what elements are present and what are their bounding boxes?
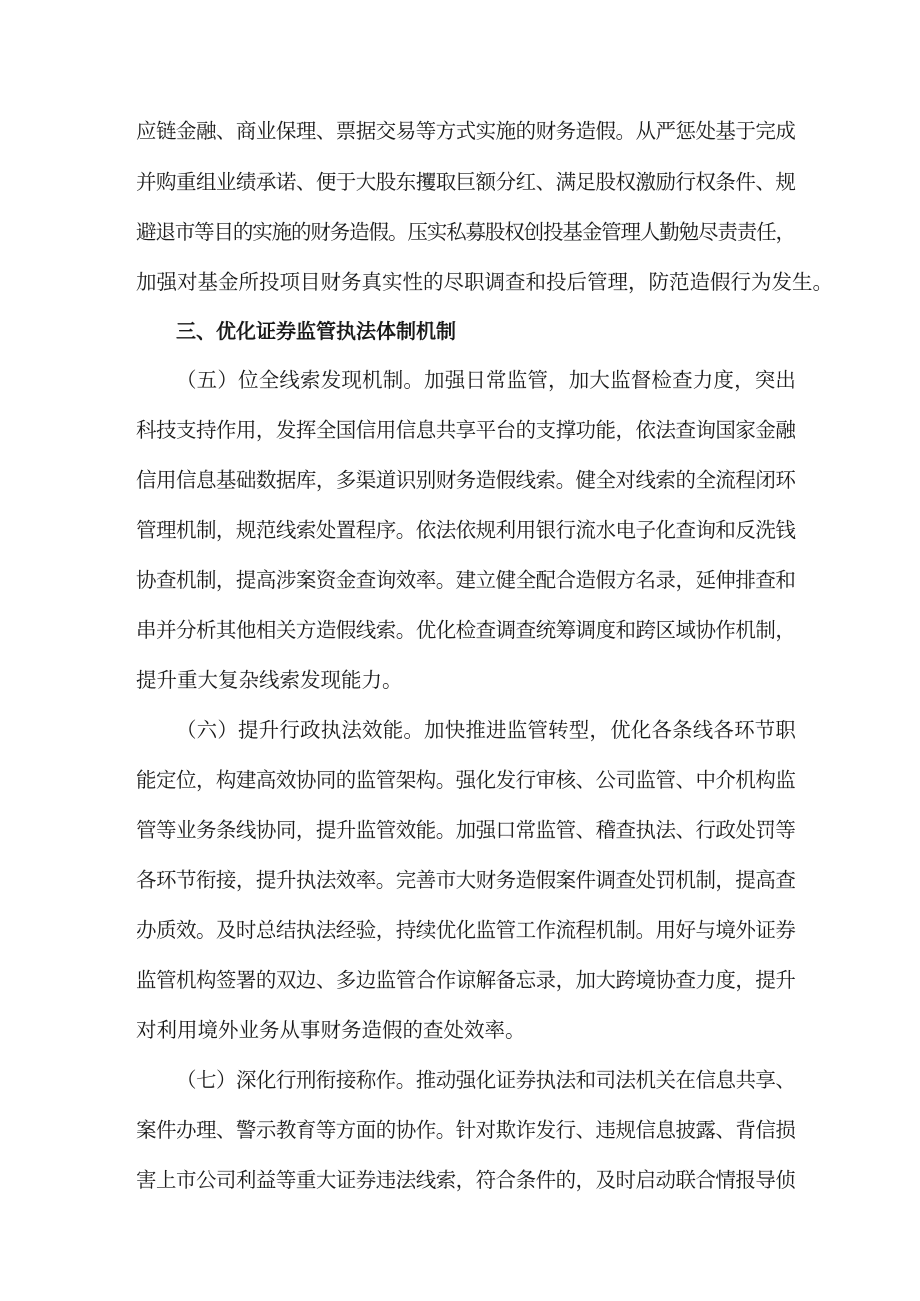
paragraph-line: 并购重组业绩承诺、便于大股东攫取巨额分红、满足股权激励行权条件、规 xyxy=(136,170,796,194)
paragraph-line: （七）深化行刑衔接称作。推动强化证券执法和司法机关在信息共享、 xyxy=(176,1068,796,1092)
paragraph-line: 监管机构签署的双边、多边监管合作谅解备忘录，加大跨境协查力度，提升 xyxy=(136,968,796,992)
paragraph-line: （五）位全线索发现机制。加强日常监管，加大监督检查力度，突出 xyxy=(176,368,797,392)
paragraph-line: 办质效。及时总结执法经验，持续优化监管工作流程机制。用好与境外证券 xyxy=(136,918,796,942)
paragraph-line: 案件办理、警示教育等方面的协作。针对欺诈发行、违规信息披露、背信损 xyxy=(136,1118,796,1142)
paragraph-line: 加强对基金所投项目财务真实性的尽职调查和投后管理，防范造假行为发生。 xyxy=(136,270,833,294)
paragraph-line: 避退市等目的实施的财务造假。压实私募股权创投基金管理人勤勉尽责责任， xyxy=(136,220,795,244)
paragraph-line: （六）提升行政执法效能。加快推进监管转型，优化各条线各环节职 xyxy=(176,718,797,742)
paragraph-line: 应链金融、商业保理、票据交易等方式实施的财务造假。从严惩处基于完成 xyxy=(136,119,796,143)
paragraph-line: 各环节衔接，提升执法效率。完善市大财务造假案件调查处罚机制，提高查 xyxy=(136,868,796,892)
paragraph-line: 协查机制，提高涉案资金查询效率。建立健全配合造假方名录，延伸排查和 xyxy=(136,568,796,592)
paragraph-line: 管等业务条线协同，提升监管效能。加强口常监管、稽查执法、行政处罚等 xyxy=(136,818,796,842)
paragraph-line: 管理机制，规范线索处置程序。依法依规利用银行流水电子化查询和反洗钱 xyxy=(136,518,796,542)
paragraph-line: 提升重大复杂线索发现能力。 xyxy=(136,668,403,692)
paragraph-line: 信用信息基础数据库，多渠道识别财务造假线索。健全对线索的全流程闭环 xyxy=(136,468,796,492)
paragraph-line: 能定位，构建高效协同的监管架构。强化发行审核、公司监管、中介机构监 xyxy=(136,768,796,792)
section-heading: 三、优化证券监管执法体制机制 xyxy=(176,319,456,343)
paragraph-line: 害上市公司利益等重大证券违法线索，符合条件的，及时启动联合情报导侦 xyxy=(136,1168,796,1192)
paragraph-line: 对利用境外业务从事财务造假的查处效率。 xyxy=(136,1018,526,1042)
paragraph-line: 科技支持作用，发挥全国信用信息共享平台的支撑功能，依法查询国家金融 xyxy=(136,418,796,442)
paragraph-line: 串并分析其他相关方造假线索。优化检查调查统筹调度和跨区域协作机制， xyxy=(136,618,796,642)
